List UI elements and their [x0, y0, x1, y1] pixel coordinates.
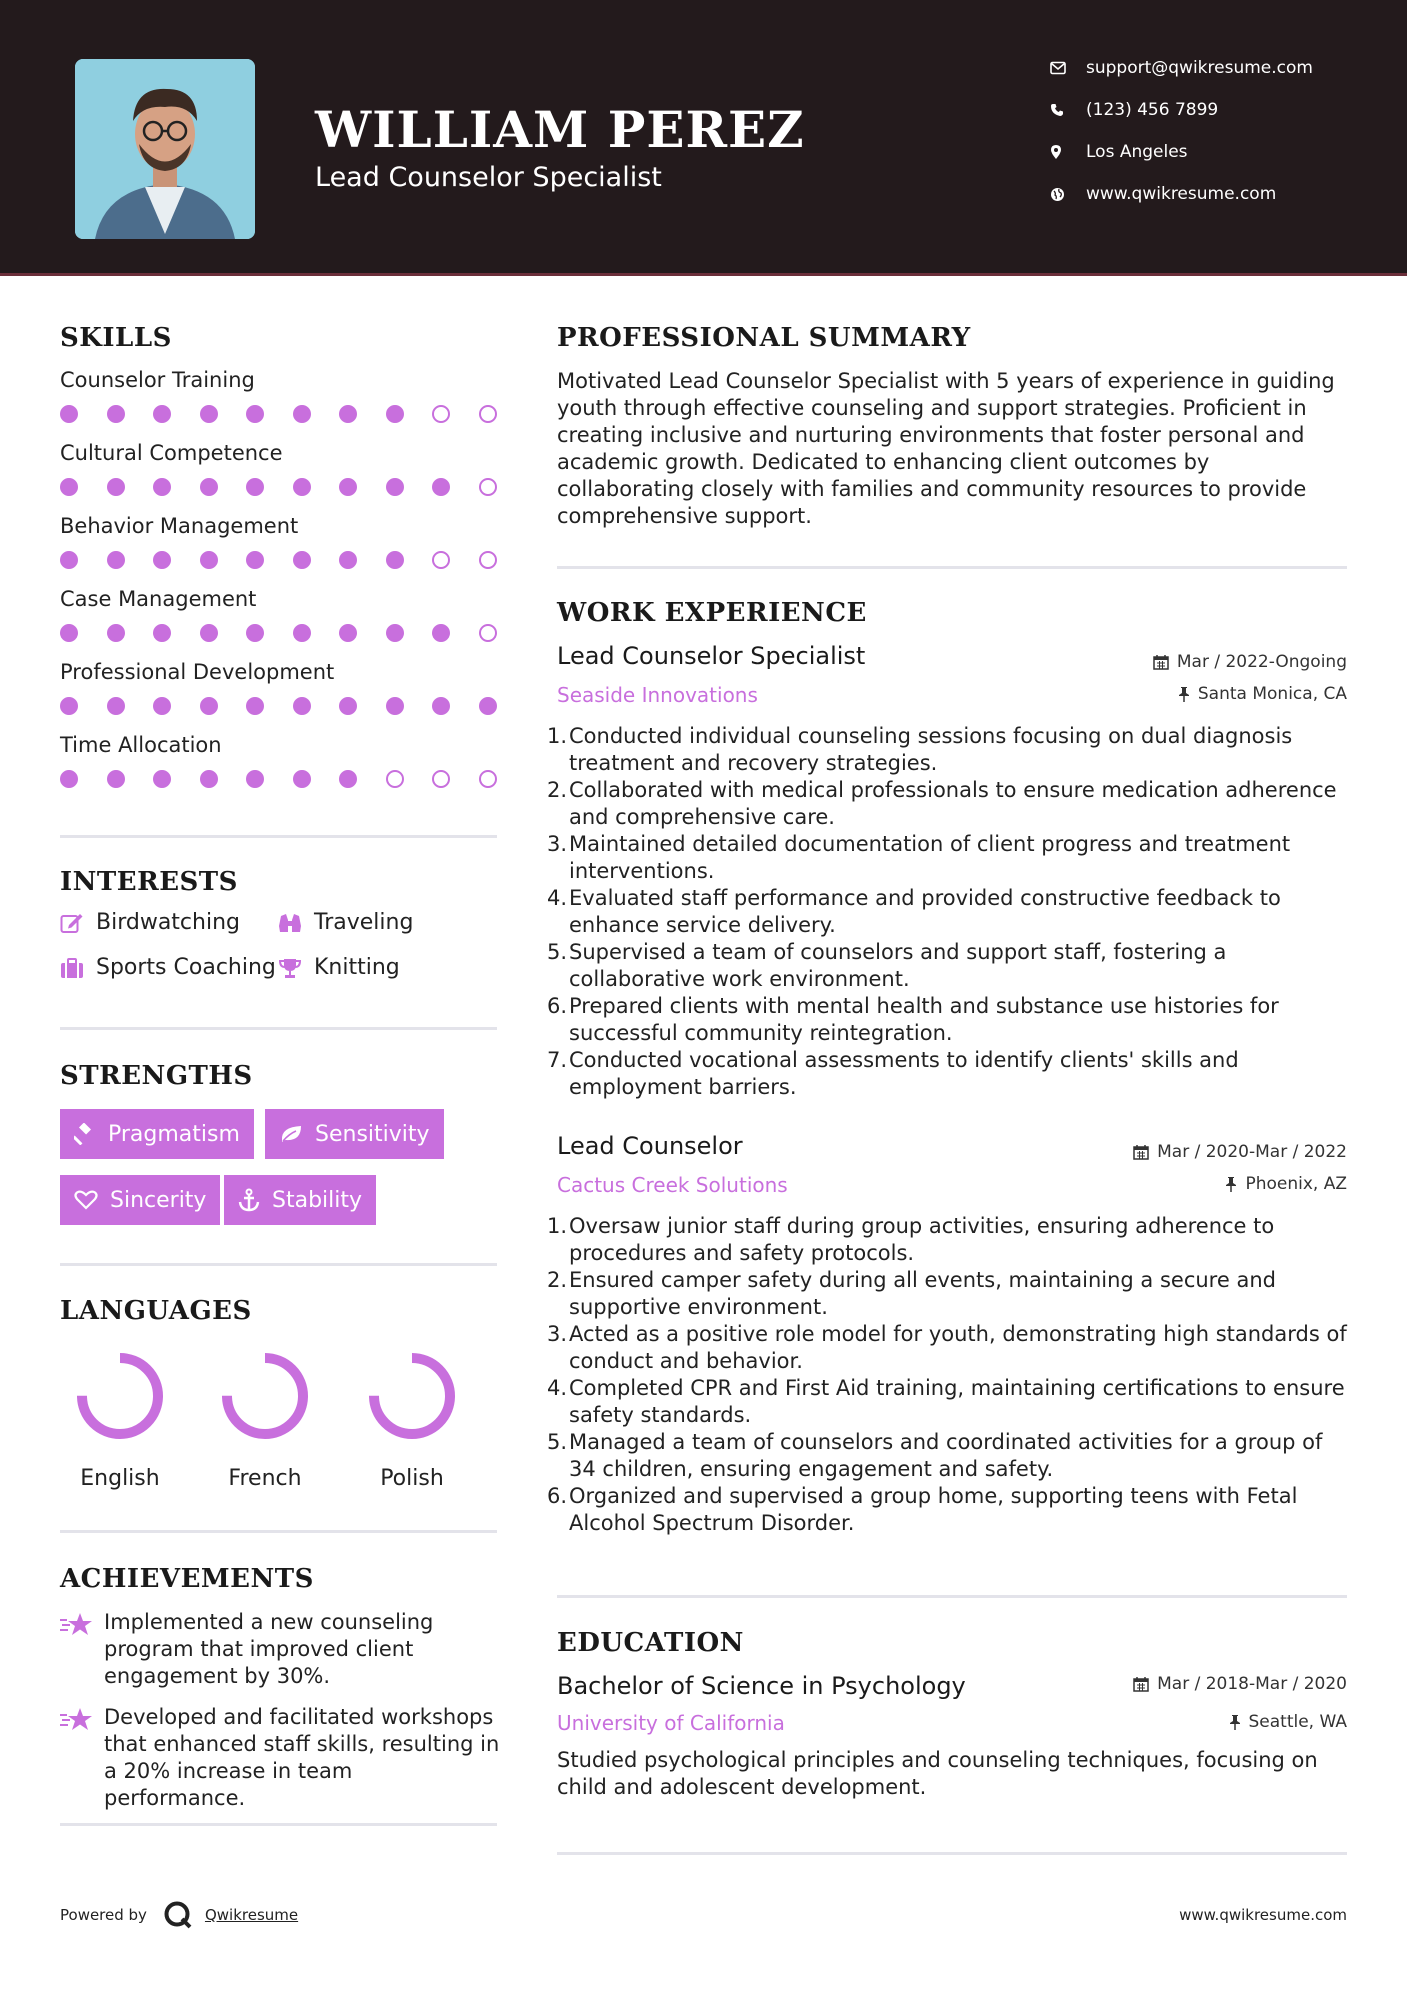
- email-text[interactable]: support@qwikresume.com: [1086, 58, 1313, 78]
- rating-dot-filled: [246, 405, 264, 423]
- job-bullets: [547, 723, 1347, 1101]
- rating-dot-filled: [339, 405, 357, 423]
- strength-badge: [60, 1175, 220, 1225]
- rating-dot-filled: [339, 624, 357, 642]
- rating-dot-filled: [200, 770, 218, 788]
- rating-dot-filled: [432, 697, 450, 715]
- skill-label: Professional Development: [60, 660, 335, 684]
- degree-title: Bachelor of Science in Psychology: [557, 1672, 966, 1700]
- list-item: 1. Oversaw junior staff during group activities, ensuring adherence to procedures and safety protocols.: [547, 1214, 1275, 1265]
- website-text[interactable]: www.qwikresume.com: [1086, 184, 1277, 204]
- rating-dot-filled: [60, 624, 78, 642]
- section-divider: [60, 1530, 497, 1533]
- rating-dot-filled: [386, 551, 404, 569]
- achievement-item: [60, 1704, 500, 1812]
- language-proficiency-ring: [215, 1346, 315, 1446]
- binoculars-icon: [278, 912, 314, 934]
- rating-dot-filled: [153, 478, 171, 496]
- list-item: 4. Completed CPR and First Aid training, maintaining certifications to ensure safety standards.: [547, 1376, 1345, 1427]
- powered-by-text: Powered by: [60, 1906, 147, 1924]
- anchor-icon: [238, 1188, 260, 1212]
- summary-heading: PROFESSIONAL SUMMARY: [557, 323, 971, 353]
- contact-email[interactable]: [1050, 58, 1313, 78]
- language-item: [205, 1346, 325, 1491]
- profile-photo: [75, 59, 255, 239]
- education-dates: [1133, 1674, 1347, 1694]
- proficiency-arc: [82, 1358, 158, 1434]
- rating-dot-filled: [107, 405, 125, 423]
- languages-heading: LANGUAGES: [60, 1296, 252, 1326]
- summary-text: Motivated Lead Counselor Specialist with 5 years of experience in guiding youth through effective counseling and support strategies. Proficient in creating inclusive and nurturing environments that foster personal and academic growth. Dedicated to enhancing client outcomes by collaborating closely with families and community resources to provide comprehensive support.: [557, 369, 1335, 528]
- education-location: [1229, 1712, 1348, 1732]
- company-name: Cactus Creek Solutions: [557, 1173, 788, 1197]
- section-divider: [60, 1263, 497, 1266]
- job-bullets: [547, 1213, 1347, 1537]
- strength-label: Pragmatism: [108, 1121, 240, 1147]
- section-divider: [557, 566, 1347, 569]
- skill-label: Behavior Management: [60, 514, 299, 538]
- interest-item: [60, 910, 240, 935]
- skills-heading: SKILLS: [60, 323, 172, 353]
- interest-label: Traveling: [314, 910, 414, 935]
- education-dates-text: Mar / 2018-Mar / 2020: [1157, 1674, 1347, 1694]
- interest-item: [60, 955, 276, 980]
- interest-item: [278, 955, 400, 980]
- rating-dot-filled: [200, 405, 218, 423]
- language-proficiency-ring: [362, 1346, 462, 1446]
- rating-dot-filled: [479, 697, 497, 715]
- rating-dot-empty: [479, 624, 497, 642]
- rating-dot-filled: [293, 624, 311, 642]
- strength-label: Stability: [272, 1187, 363, 1213]
- strength-badge: [60, 1109, 254, 1159]
- job-dates: [1133, 1142, 1347, 1162]
- list-item: 6. Organized and supervised a group home, supporting teens with Fetal Alcohol Spectrum Disorder.: [547, 1484, 1298, 1535]
- rating-dot-empty: [386, 770, 404, 788]
- pushpin-icon: [1229, 1714, 1241, 1730]
- rating-dot-empty: [479, 478, 497, 496]
- rating-dot-filled: [386, 405, 404, 423]
- rating-dot-filled: [107, 551, 125, 569]
- list-item: 1. Conducted individual counseling sessions focusing on dual diagnosis treatment and recovery strategies.: [547, 724, 1293, 775]
- rating-dot-filled: [339, 697, 357, 715]
- star-icon: [60, 1704, 104, 1812]
- strength-badge: [224, 1175, 376, 1225]
- pushpin-icon: [1225, 1176, 1237, 1192]
- map-pin-icon: [1050, 144, 1086, 160]
- rating-dot-filled: [200, 697, 218, 715]
- rating-dot-filled: [153, 770, 171, 788]
- rating-dot-filled: [293, 478, 311, 496]
- contact-phone[interactable]: [1050, 100, 1218, 120]
- rating-dot-filled: [107, 697, 125, 715]
- brand-link[interactable]: Qwikresume: [204, 1906, 299, 1924]
- rating-dot-filled: [153, 624, 171, 642]
- envelope-icon: [1050, 61, 1086, 75]
- pushpin-icon: [1178, 686, 1190, 702]
- resume-header: [0, 0, 1407, 276]
- skill-rating: [60, 551, 525, 569]
- qwikresume-logo-icon: [163, 1900, 193, 1930]
- rating-dot-filled: [246, 624, 264, 642]
- language-item: [60, 1346, 180, 1491]
- calendar-icon: [1133, 1144, 1149, 1160]
- section-divider: [60, 835, 497, 838]
- rating-dot-filled: [200, 478, 218, 496]
- skill-label: Case Management: [60, 587, 257, 611]
- gavel-icon: [74, 1123, 96, 1145]
- job-location: [1225, 1174, 1347, 1194]
- interest-label: Knitting: [314, 955, 400, 980]
- globe-icon: [1050, 187, 1086, 202]
- calendar-icon: [1133, 1676, 1149, 1692]
- rating-dot-filled: [60, 551, 78, 569]
- proficiency-arc: [374, 1358, 450, 1434]
- list-item: 5. Managed a team of counselors and coordinated activities for a group of 34 children, ensuring engagement and safety.: [547, 1430, 1323, 1481]
- list-item: 6. Prepared clients with mental health and substance use histories for successful community reintegration.: [547, 994, 1279, 1045]
- rating-dot-filled: [60, 478, 78, 496]
- footer-website[interactable]: www.qwikresume.com: [1179, 1906, 1347, 1924]
- rating-dot-filled: [153, 405, 171, 423]
- rating-dot-filled: [153, 551, 171, 569]
- proficiency-arc: [227, 1358, 303, 1434]
- list-item: 4. Evaluated staff performance and provided constructive feedback to enhance service delivery.: [547, 886, 1281, 937]
- interest-label: Birdwatching: [96, 910, 240, 935]
- skill-label: Time Allocation: [60, 733, 222, 757]
- language-proficiency-ring: [70, 1346, 170, 1446]
- list-item: 2. Collaborated with medical professionals to ensure medication adherence and comprehensive care.: [547, 778, 1337, 829]
- section-divider: [60, 1823, 497, 1826]
- rating-dot-empty: [432, 405, 450, 423]
- rating-dot-empty: [479, 770, 497, 788]
- rating-dot-filled: [386, 478, 404, 496]
- job-location: [1178, 684, 1347, 704]
- rating-dot-filled: [246, 478, 264, 496]
- achievement-text: Developed and facilitated workshops that enhanced staff skills, resulting in a 20% increase in team performance.: [104, 1705, 500, 1810]
- rating-dot-filled: [246, 697, 264, 715]
- rating-dot-filled: [200, 624, 218, 642]
- rating-dot-empty: [432, 551, 450, 569]
- skill-label: Cultural Competence: [60, 441, 283, 465]
- achievement-text: Implemented a new counseling program that improved client engagement by 30%.: [104, 1610, 434, 1688]
- rating-dot-filled: [60, 770, 78, 788]
- candidate-name: WILLIAM PEREZ: [315, 100, 805, 159]
- strengths-heading: STRENGTHS: [60, 1061, 253, 1091]
- language-label: Polish: [380, 1466, 444, 1491]
- job-location-text: Phoenix, AZ: [1245, 1174, 1347, 1194]
- trophy-icon: [278, 957, 314, 979]
- school-name: University of California: [557, 1711, 785, 1735]
- star-icon: [60, 1609, 104, 1690]
- rating-dot-filled: [246, 551, 264, 569]
- rating-dot-filled: [339, 551, 357, 569]
- experience-heading: WORK EXPERIENCE: [557, 598, 867, 628]
- location-text: Los Angeles: [1086, 142, 1188, 162]
- candidate-title: Lead Counselor Specialist: [315, 162, 662, 193]
- rating-dot-filled: [60, 697, 78, 715]
- rating-dot-filled: [293, 770, 311, 788]
- education-description: Studied psychological principles and counseling techniques, focusing on child and adolescent development.: [557, 1748, 1318, 1799]
- job-title: Lead Counselor: [557, 1132, 743, 1160]
- rating-dot-filled: [293, 405, 311, 423]
- skill-rating: [60, 697, 525, 715]
- phone-text[interactable]: (123) 456 7899: [1086, 100, 1219, 120]
- section-divider: [60, 1027, 497, 1030]
- rating-dot-filled: [293, 697, 311, 715]
- skill-rating: [60, 770, 525, 788]
- list-item: 3. Acted as a positive role model for youth, demonstrating high standards of conduct and behavior.: [547, 1322, 1347, 1373]
- rating-dot-filled: [153, 697, 171, 715]
- rating-dot-filled: [339, 478, 357, 496]
- rating-dot-filled: [432, 478, 450, 496]
- rating-dot-empty: [479, 551, 497, 569]
- education-location-text: Seattle, WA: [1248, 1712, 1347, 1732]
- list-item: 7. Conducted vocational assessments to identify clients' skills and employment barriers.: [547, 1048, 1239, 1099]
- interest-label: Sports Coaching: [96, 955, 276, 980]
- rating-dot-empty: [479, 405, 497, 423]
- section-divider: [557, 1595, 1347, 1598]
- job-dates-text: Mar / 2022-Ongoing: [1176, 652, 1347, 672]
- rating-dot-filled: [386, 697, 404, 715]
- rating-dot-filled: [386, 624, 404, 642]
- rating-dot-filled: [246, 770, 264, 788]
- contact-location: [1050, 142, 1188, 162]
- skill-rating: [60, 624, 525, 642]
- section-divider: [557, 1852, 1347, 1855]
- rating-dot-filled: [293, 551, 311, 569]
- list-item: 3. Maintained detailed documentation of client progress and treatment interventions.: [547, 832, 1291, 883]
- rating-dot-filled: [200, 551, 218, 569]
- skill-rating: [60, 405, 525, 423]
- contact-website[interactable]: [1050, 184, 1276, 204]
- job-dates: [1153, 652, 1347, 672]
- achievement-item: [60, 1609, 500, 1690]
- language-label: French: [228, 1466, 302, 1491]
- rating-dot-filled: [60, 405, 78, 423]
- strength-label: Sincerity: [110, 1187, 207, 1213]
- rating-dot-empty: [432, 770, 450, 788]
- suitcase-icon: [60, 957, 96, 979]
- job-title: Lead Counselor Specialist: [557, 642, 866, 670]
- leaf-icon: [279, 1124, 303, 1144]
- rating-dot-filled: [107, 478, 125, 496]
- language-label: English: [80, 1466, 160, 1491]
- skill-label: Counselor Training: [60, 368, 255, 392]
- heart-icon: [74, 1190, 98, 1210]
- language-item: [352, 1346, 472, 1491]
- edit-icon: [60, 912, 96, 934]
- achievements-heading: ACHIEVEMENTS: [60, 1564, 314, 1594]
- rating-dot-filled: [107, 624, 125, 642]
- footer-powered-by: [60, 1900, 298, 1930]
- interests-heading: INTERESTS: [60, 867, 238, 897]
- rating-dot-filled: [107, 770, 125, 788]
- list-item: 2. Ensured camper safety during all events, maintaining a secure and supportive environment.: [547, 1268, 1276, 1319]
- strength-label: Sensitivity: [315, 1121, 430, 1147]
- education-heading: EDUCATION: [557, 1628, 744, 1658]
- calendar-icon: [1153, 654, 1169, 670]
- rating-dot-filled: [339, 770, 357, 788]
- strength-badge: [265, 1109, 444, 1159]
- job-dates-text: Mar / 2020-Mar / 2022: [1157, 1142, 1347, 1162]
- company-name: Seaside Innovations: [557, 683, 758, 707]
- skill-rating: [60, 478, 525, 496]
- job-location-text: Santa Monica, CA: [1197, 684, 1347, 704]
- interest-item: [278, 910, 413, 935]
- list-item: 5. Supervised a team of counselors and support staff, fostering a collaborative work environment.: [547, 940, 1227, 991]
- rating-dot-filled: [432, 624, 450, 642]
- phone-icon: [1050, 103, 1086, 117]
